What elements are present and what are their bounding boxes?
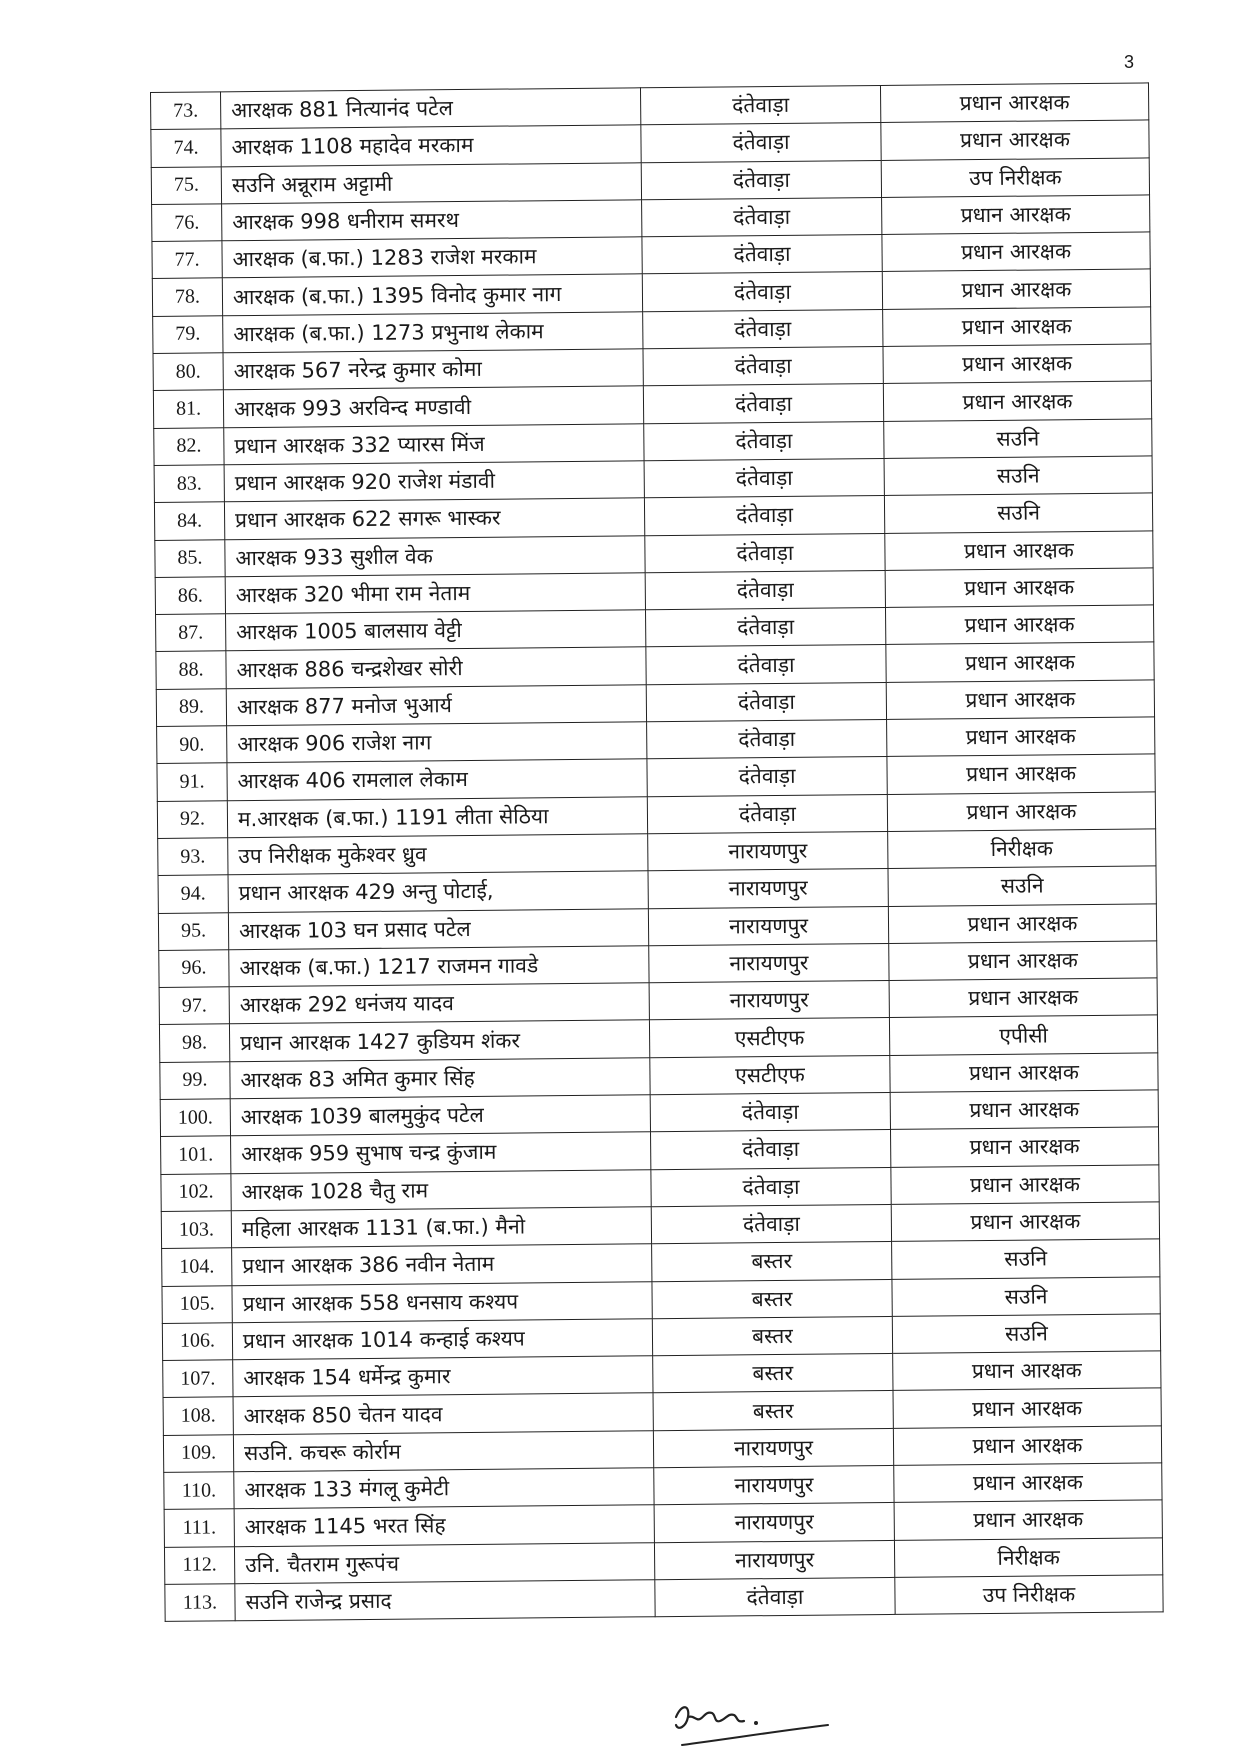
- rank-cell: प्रधान आरक्षक: [890, 1090, 1158, 1130]
- rank-cell: उप निरीक्षक: [895, 1575, 1163, 1615]
- serial-number-cell: 113.: [165, 1584, 235, 1622]
- district-cell: दंतेवाड़ा: [647, 794, 887, 834]
- district-cell: दंतेवाड़ा: [643, 384, 883, 424]
- page-number: 3: [1124, 52, 1135, 72]
- serial-number-cell: 82.: [154, 427, 224, 465]
- district-cell: दंतेवाड़ा: [644, 421, 884, 461]
- district-cell: दंतेवाड़ा: [640, 85, 880, 125]
- name-cell: प्रधान आरक्षक 622 सगरू भास्कर: [224, 498, 644, 539]
- name-cell: आरक्षक 320 भीमा राम नेताम: [225, 573, 645, 614]
- rank-cell: प्रधान आरक्षक: [891, 1164, 1159, 1204]
- serial-number-cell: 98.: [159, 1024, 229, 1062]
- serial-number-cell: 99.: [160, 1061, 230, 1099]
- name-cell: आरक्षक 1028 चैतु राम: [231, 1169, 651, 1210]
- rank-cell: प्रधान आरक्षक: [881, 120, 1149, 160]
- district-cell: बस्तर: [653, 1391, 893, 1431]
- rank-cell: प्रधान आरक्षक: [888, 903, 1156, 943]
- district-cell: दंतेवाड़ा: [646, 682, 886, 722]
- serial-number-cell: 112.: [164, 1546, 234, 1584]
- name-cell: प्रधान आरक्षक 386 नवीन नेताम: [232, 1244, 652, 1285]
- name-cell: आरक्षक (ब.फा.) 1395 विनोद कुमार नाग: [222, 274, 642, 315]
- serial-number-cell: 94.: [158, 875, 228, 913]
- district-cell: दंतेवाड़ा: [651, 1204, 891, 1244]
- serial-number-cell: 102.: [161, 1173, 231, 1211]
- serial-number-cell: 111.: [164, 1509, 234, 1547]
- name-cell: आरक्षक 906 राजेश नाग: [227, 722, 647, 763]
- serial-number-cell: 78.: [152, 278, 222, 316]
- name-cell: आरक्षक 933 सुशील वेक: [225, 535, 645, 576]
- rank-cell: प्रधान आरक्षक: [885, 568, 1153, 608]
- personnel-table: [150, 82, 1164, 1622]
- district-cell: दंतेवाड़ा: [645, 533, 885, 573]
- name-cell: उप निरीक्षक मुकेश्वर ध्रुव: [228, 834, 648, 875]
- district-cell: दंतेवाड़ा: [644, 496, 884, 536]
- serial-number-cell: 80.: [153, 353, 223, 391]
- serial-number-cell: 95.: [158, 912, 228, 950]
- rank-cell: प्रधान आरक्षक: [894, 1463, 1162, 1503]
- serial-number-cell: 97.: [159, 987, 229, 1025]
- district-cell: दंतेवाड़ा: [647, 720, 887, 760]
- district-cell: दंतेवाड़ा: [645, 608, 885, 648]
- serial-number-cell: 92.: [157, 800, 227, 838]
- name-cell: आरक्षक 133 मंगलू कुमेटी: [234, 1468, 654, 1509]
- rank-cell: प्रधान आरक्षक: [883, 344, 1151, 384]
- district-cell: दंतेवाड़ा: [642, 197, 882, 237]
- serial-number-cell: 79.: [153, 316, 223, 354]
- rank-cell: प्रधान आरक्षक: [890, 1053, 1158, 1093]
- serial-number-cell: 89.: [156, 689, 226, 727]
- serial-number-cell: 93.: [158, 838, 228, 876]
- district-cell: बस्तर: [652, 1316, 892, 1356]
- serial-number-cell: 83.: [154, 465, 224, 503]
- rank-cell: प्रधान आरक्षक: [894, 1500, 1162, 1540]
- district-cell: नारायणपुर: [654, 1540, 894, 1580]
- rank-cell: सउनि: [884, 456, 1152, 496]
- name-cell: आरक्षक 993 अरविन्द मण्डावी: [223, 386, 643, 427]
- district-cell: बस्तर: [652, 1279, 892, 1319]
- district-cell: दंतेवाड़ा: [642, 235, 882, 275]
- district-cell: दंतेवाड़ा: [644, 458, 884, 498]
- serial-number-cell: 90.: [157, 726, 227, 764]
- rank-cell: निरीक्षक: [888, 829, 1156, 869]
- name-cell: आरक्षक 567 नरेन्द्र कुमार कोमा: [223, 349, 643, 390]
- personnel-table-body: [151, 83, 1164, 1622]
- serial-number-cell: 76.: [152, 204, 222, 242]
- serial-number-cell: 74.: [151, 129, 221, 167]
- rank-cell: प्रधान आरक्षक: [882, 232, 1150, 272]
- serial-number-cell: 106.: [162, 1323, 232, 1361]
- serial-number-cell: 100.: [160, 1099, 230, 1137]
- district-cell: नारायणपुर: [649, 943, 889, 983]
- serial-number-cell: 77.: [152, 241, 222, 279]
- district-cell: नारायणपुर: [654, 1465, 894, 1505]
- rank-cell: सउनि: [884, 419, 1152, 459]
- district-cell: दंतेवाड़ा: [651, 1167, 891, 1207]
- name-cell: प्रधान आरक्षक 332 प्यारस मिंज: [224, 423, 644, 464]
- serial-number-cell: 81.: [153, 390, 223, 428]
- district-cell: दंतेवाड़ा: [643, 309, 883, 349]
- rank-cell: प्रधान आरक्षक: [885, 530, 1153, 570]
- rank-cell: सउनि: [892, 1276, 1160, 1316]
- district-cell: बस्तर: [653, 1354, 893, 1394]
- rank-cell: प्रधान आरक्षक: [882, 269, 1150, 309]
- name-cell: आरक्षक (ब.फा.) 1273 प्रभुनाथ लेकाम: [223, 312, 643, 353]
- rank-cell: प्रधान आरक्षक: [893, 1388, 1161, 1428]
- district-cell: नारायणपुर: [648, 869, 888, 909]
- rank-cell: निरीक्षक: [894, 1537, 1162, 1577]
- district-cell: दंतेवाड़ा: [646, 645, 886, 685]
- name-cell: आरक्षक (ब.फा.) 1217 राजमन गावडे: [229, 946, 649, 987]
- name-cell: आरक्षक 103 घन प्रसाद पटेल: [228, 908, 648, 949]
- rank-cell: सउनि: [892, 1314, 1160, 1354]
- name-cell: आरक्षक 154 धर्मेन्द्र कुमार: [233, 1356, 653, 1397]
- name-cell: आरक्षक 83 अमित कुमार सिंह: [230, 1057, 650, 1098]
- name-cell: आरक्षक (ब.फा.) 1283 राजेश मरकाम: [222, 237, 642, 278]
- name-cell: आरक्षक 406 रामलाल लेकाम: [227, 759, 647, 800]
- serial-number-cell: 104.: [162, 1248, 232, 1286]
- name-cell: आरक्षक 1005 बालसाय वेट्टी: [226, 610, 646, 651]
- rank-cell: प्रधान आरक्षक: [889, 941, 1157, 981]
- name-cell: प्रधान आरक्षक 1427 कुडियम शंकर: [229, 1020, 649, 1061]
- district-cell: एसटीएफ: [650, 1055, 890, 1095]
- name-cell: आरक्षक 959 सुभाष चन्द्र कुंजाम: [231, 1132, 651, 1173]
- rank-cell: प्रधान आरक्षक: [891, 1202, 1159, 1242]
- serial-number-cell: 109.: [163, 1434, 233, 1472]
- serial-number-cell: 108.: [163, 1397, 233, 1435]
- district-cell: नारायणपुर: [649, 981, 889, 1021]
- rank-cell: प्रधान आरक्षक: [893, 1351, 1161, 1391]
- name-cell: प्रधान आरक्षक 558 धनसाय कश्यप: [232, 1281, 652, 1322]
- name-cell: सउनि राजेन्द्र प्रसाद: [235, 1580, 655, 1621]
- district-cell: दंतेवाड़ा: [650, 1092, 890, 1132]
- rank-cell: प्रधान आरक्षक: [889, 978, 1157, 1018]
- district-cell: एसटीएफ: [649, 1018, 889, 1058]
- rank-cell: एपीसी: [889, 1015, 1157, 1055]
- name-cell: आरक्षक 292 धनंजय यादव: [229, 983, 649, 1024]
- name-cell: आरक्षक 877 मनोज भुआर्य: [226, 685, 646, 726]
- name-cell: उनि. चैतराम गुरूपंच: [234, 1542, 654, 1583]
- name-cell: सउनि अन्नूराम अट्टामी: [221, 162, 641, 203]
- rank-cell: सउनि: [884, 493, 1152, 533]
- serial-number-cell: 88.: [156, 651, 226, 689]
- name-cell: प्रधान आरक्षक 920 राजेश मंडावी: [224, 461, 644, 502]
- district-cell: बस्तर: [652, 1242, 892, 1282]
- name-cell: आरक्षक 1108 महादेव मरकाम: [221, 125, 641, 166]
- serial-number-cell: 101.: [161, 1136, 231, 1174]
- serial-number-cell: 105.: [162, 1285, 232, 1323]
- name-cell: सउनि. कचरू कोर्राम: [233, 1430, 653, 1471]
- rank-cell: प्रधान आरक्षक: [887, 792, 1155, 832]
- district-cell: नारायणपुर: [653, 1428, 893, 1468]
- district-cell: दंतेवाड़ा: [647, 757, 887, 797]
- name-cell: प्रधान आरक्षक 1014 कन्हाई कश्यप: [232, 1319, 652, 1360]
- rank-cell: प्रधान आरक्षक: [880, 83, 1148, 123]
- rank-cell: प्रधान आरक्षक: [890, 1127, 1158, 1167]
- signature: [668, 1695, 838, 1750]
- rank-cell: प्रधान आरक्षक: [887, 754, 1155, 794]
- name-cell: आरक्षक 881 नित्यानंद पटेल: [221, 88, 641, 129]
- serial-number-cell: 110.: [164, 1472, 234, 1510]
- rank-cell: प्रधान आरक्षक: [886, 642, 1154, 682]
- name-cell: म.आरक्षक (ब.फा.) 1191 लीता सेठिया: [227, 796, 647, 837]
- district-cell: नारायणपुर: [648, 831, 888, 871]
- district-cell: दंतेवाड़ा: [645, 570, 885, 610]
- serial-number-cell: 96.: [159, 950, 229, 988]
- district-cell: दंतेवाड़ा: [642, 272, 882, 312]
- district-cell: दंतेवाड़ा: [643, 347, 883, 387]
- serial-number-cell: 107.: [163, 1360, 233, 1398]
- serial-number-cell: 84.: [154, 502, 224, 540]
- name-cell: आरक्षक 850 चेतन यादव: [233, 1393, 653, 1434]
- name-cell: महिला आरक्षक 1131 (ब.फा.) मैनो: [231, 1207, 651, 1248]
- serial-number-cell: 73.: [151, 92, 221, 130]
- serial-number-cell: 85.: [155, 539, 225, 577]
- rank-cell: प्रधान आरक्षक: [887, 717, 1155, 757]
- rank-cell: प्रधान आरक्षक: [885, 605, 1153, 645]
- name-cell: आरक्षक 886 चन्द्रशेखर सोरी: [226, 647, 646, 688]
- district-cell: दंतेवाड़ा: [641, 123, 881, 163]
- rank-cell: प्रधान आरक्षक: [893, 1426, 1161, 1466]
- serial-number-cell: 75.: [151, 166, 221, 204]
- serial-number-cell: 87.: [156, 614, 226, 652]
- name-cell: आरक्षक 998 धनीराम समरथ: [222, 200, 642, 241]
- rank-cell: प्रधान आरक्षक: [883, 381, 1151, 421]
- rank-cell: सउनि: [888, 866, 1156, 906]
- serial-number-cell: 103.: [161, 1211, 231, 1249]
- rank-cell: प्रधान आरक्षक: [883, 307, 1151, 347]
- district-cell: नारायणपुर: [654, 1503, 894, 1543]
- district-cell: दंतेवाड़ा: [641, 160, 881, 200]
- rank-cell: उप निरीक्षक: [881, 158, 1149, 198]
- name-cell: प्रधान आरक्षक 429 अन्तु पोटाई,: [228, 871, 648, 912]
- district-cell: दंतेवाड़ा: [651, 1130, 891, 1170]
- serial-number-cell: 91.: [157, 763, 227, 801]
- district-cell: नारायणपुर: [648, 906, 888, 946]
- rank-cell: प्रधान आरक्षक: [882, 195, 1150, 235]
- name-cell: आरक्षक 1145 भरत सिंह: [234, 1505, 654, 1546]
- district-cell: दंतेवाड़ा: [655, 1577, 895, 1617]
- rank-cell: सउनि: [892, 1239, 1160, 1279]
- rank-cell: प्रधान आरक्षक: [886, 680, 1154, 720]
- serial-number-cell: 86.: [155, 577, 225, 615]
- name-cell: आरक्षक 1039 बालमुकुंद पटेल: [230, 1095, 650, 1136]
